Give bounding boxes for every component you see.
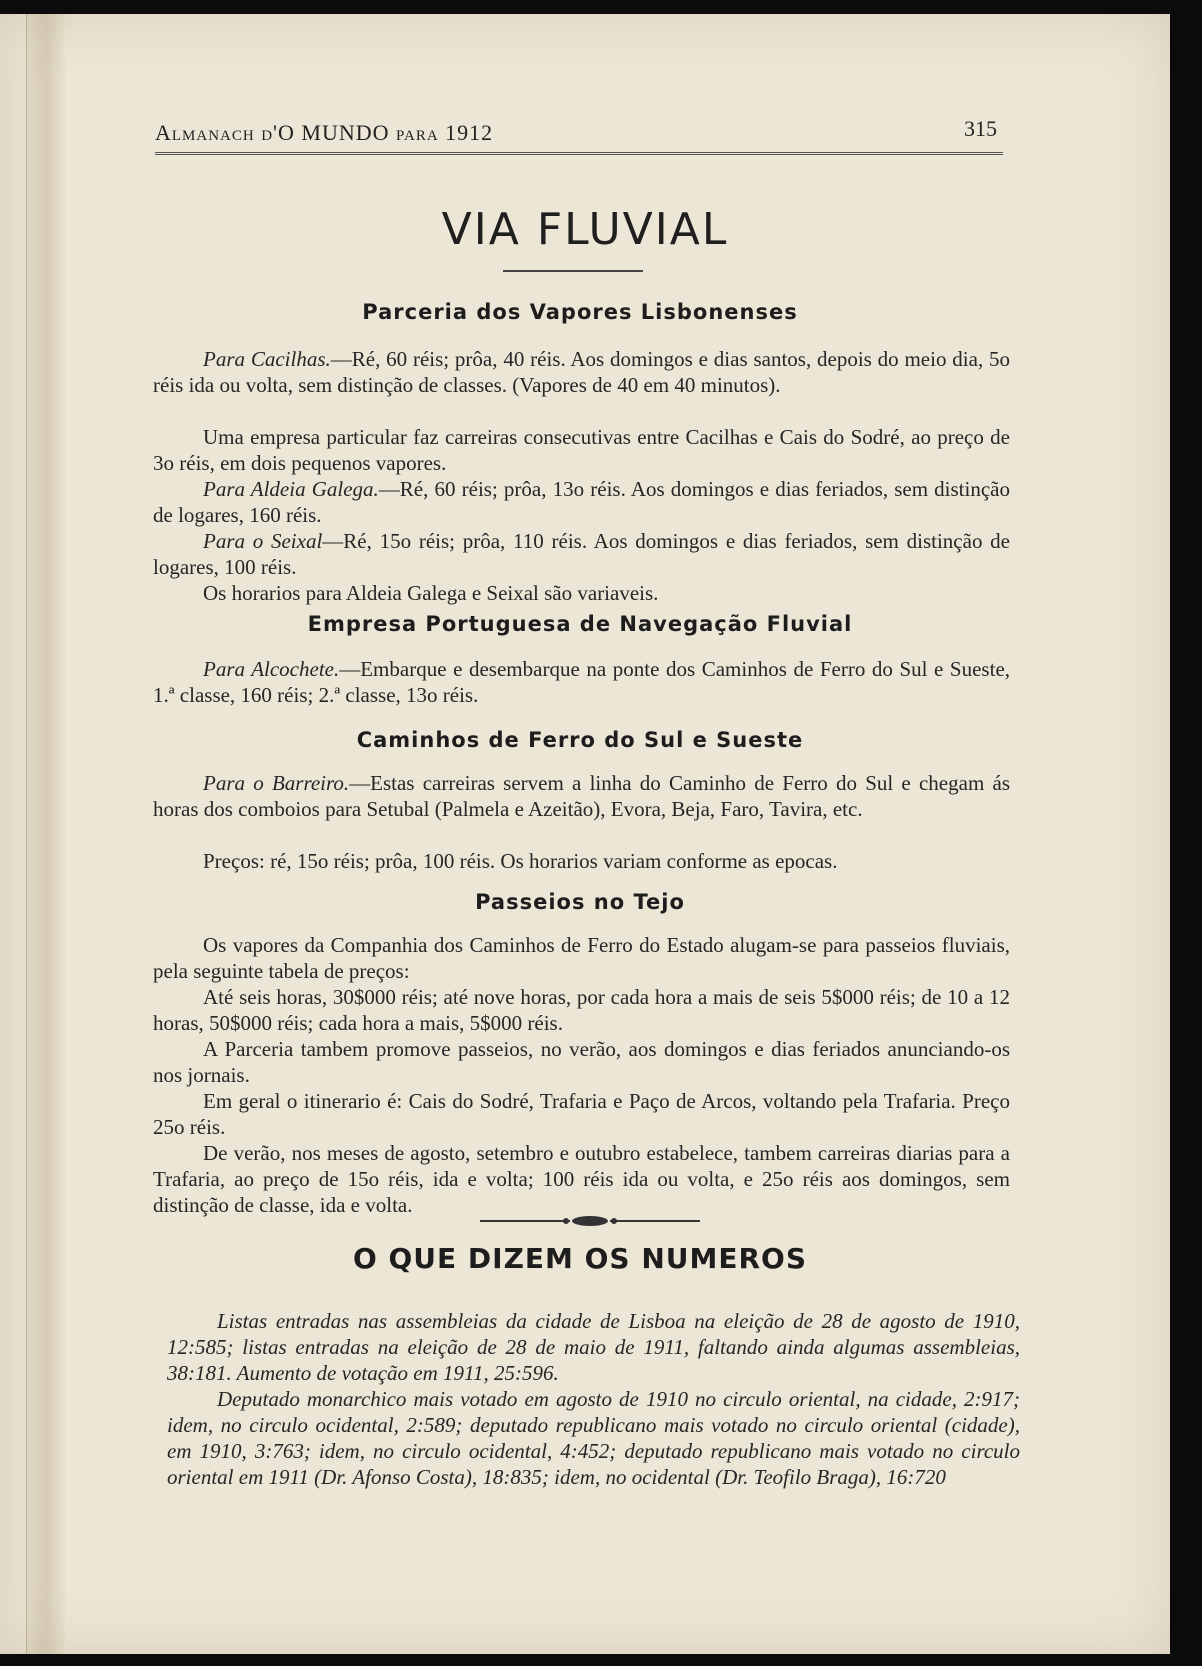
paragraph: [153, 984, 1010, 1036]
main-title: VIA FLUVIAL: [441, 204, 729, 255]
paragraph-text: —Ré, 60 réis; prôa, 40 réis. Aos domingos e dias santos, depois do meio dia, 5o réis ida ou volta, sem distinção de classes. (Vapores de 40 em 40 minutos).: [153, 347, 1011, 397]
paragraph: [153, 1088, 1010, 1140]
paragraph-text: —Embarque e desembarque na ponte dos Caminhos de Ferro do Sul e Sueste, 1.ª classe, 160 réis; 2.ª classe, 13o réis.: [153, 657, 1011, 707]
title-rule: [503, 270, 643, 272]
section-heading-caminhos: Caminhos de Ferro do Sul e Sueste: [356, 728, 804, 752]
paragraph-text: Os vapores da Companhia dos Caminhos de Ferro do Estado alugam-se para passeios fluviais, pela seguinte tabela de preços:: [153, 933, 1010, 983]
page-number: 315: [964, 116, 997, 141]
paragraph: [153, 1140, 1010, 1218]
paragraph: [153, 528, 1010, 580]
paragraph-text: Uma empresa particular faz carreiras consecutivas entre Cacilhas e Cais do Sodré, ao preço de 3o réis, em dois pequenos vapores.: [153, 425, 1010, 475]
numbers-paragraph: Listas entradas nas assembleias da cidade de Lisboa na eleição de 28 de agosto de 1910, 12:585; listas entradas na eleição de 28 de maio de 1911, faltando ainda algumas assembleias, 38:181. Aumento de votação em 1911, 25:596.: [167, 1309, 1020, 1385]
paragraph: [153, 1036, 1010, 1088]
paragraph: [153, 580, 1010, 606]
paragraph-text: —Ré, 60 réis; prôa, 13o réis. Aos domingos e dias feriados, sem distinção de logares, 160 réis.: [153, 477, 1010, 527]
section-heading-passeios: Passeios no Tejo: [475, 890, 685, 914]
paragraph: [153, 932, 1010, 984]
paragraph-text: Os horarios para Aldeia Galega e Seixal são variaveis.: [203, 581, 659, 605]
page-fold-shadow: [26, 14, 65, 1654]
numbers-title: O QUE DIZEM OS NUMEROS: [352, 1242, 808, 1275]
header-title: Almanach d'O MUNDO para 1912: [155, 120, 494, 145]
paragraph-text: A Parceria tambem promove passeios, no verão, aos domingos e dias feriados anunciando-os nos jornais.: [153, 1037, 1010, 1087]
paragraph: [153, 424, 1010, 476]
paragraph: [153, 476, 1010, 528]
section-heading-empresa: Empresa Portuguesa de Navegação Fluvial: [307, 612, 853, 636]
paragraph-text: Em geral o itinerario é: Cais do Sodré, Trafaria e Paço de Arcos, voltando pela Trafaria. Preço 25o réis.: [153, 1089, 1010, 1139]
paragraph: [153, 848, 1010, 874]
paragraph: [153, 656, 1010, 708]
section-heading-parceria: Parceria dos Vapores Lisbonenses: [362, 300, 798, 324]
paragraph-lead: Para Alcochete.: [203, 657, 340, 681]
ornament-divider: [480, 1214, 700, 1228]
numbers-paragraph: Deputado monarchico mais votado em agosto de 1910 no circulo oriental, na cidade, 2:917; idem, no circulo ocidental, 2:589; deputado republicano mais votado no circulo oriental (cidade), em 1910, 3:763; idem, no circulo ocidental, 4:452; deputado republicano mais votado no circulo oriental em 1911 (Dr. Afonso Costa), 18:835; idem, no ocidental (Dr. Teofilo Braga), 16:720: [167, 1387, 1020, 1489]
paragraph-lead: Para o Seixal: [203, 529, 323, 553]
paragraph-text: Preços: ré, 15o réis; prôa, 100 réis. Os horarios variam conforme as epocas.: [203, 849, 838, 873]
paragraph-text: —Estas carreiras servem a linha do Caminho de Ferro do Sul e chegam ás horas dos comboios para Setubal (Palmela e Azeitão), Evora, Beja, Faro, Tavira, etc.: [153, 771, 1010, 821]
book-page: [0, 14, 1170, 1654]
paragraph-lead: Para Aldeia Galega.: [203, 477, 379, 501]
running-header: [155, 112, 1003, 155]
paragraph: [153, 770, 1010, 822]
paragraph-text: De verão, nos meses de agosto, setembro e outubro estabelece, tambem carreiras diarias para a Trafaria, ao preço de 15o réis, ida e volta; 100 réis ida ou volta, e 25o réis aos domingos, sem distinção de classe, ida e volta.: [153, 1141, 1010, 1217]
paragraph: [153, 346, 1010, 398]
paragraph-lead: Para Cacilhas.: [203, 347, 331, 371]
paragraph-lead: Para o Barreiro.: [203, 771, 350, 795]
paragraph-text: Até seis horas, 30$000 réis; até nove horas, por cada hora a mais de seis 5$000 réis; de 10 a 12 horas, 50$000 réis; cada hora a mais, 5$000 réis.: [153, 985, 1010, 1035]
paragraph-text: —Ré, 15o réis; prôa, 110 réis. Aos domingos e dias feriados, sem distinção de logares, 100 réis.: [153, 529, 1011, 579]
